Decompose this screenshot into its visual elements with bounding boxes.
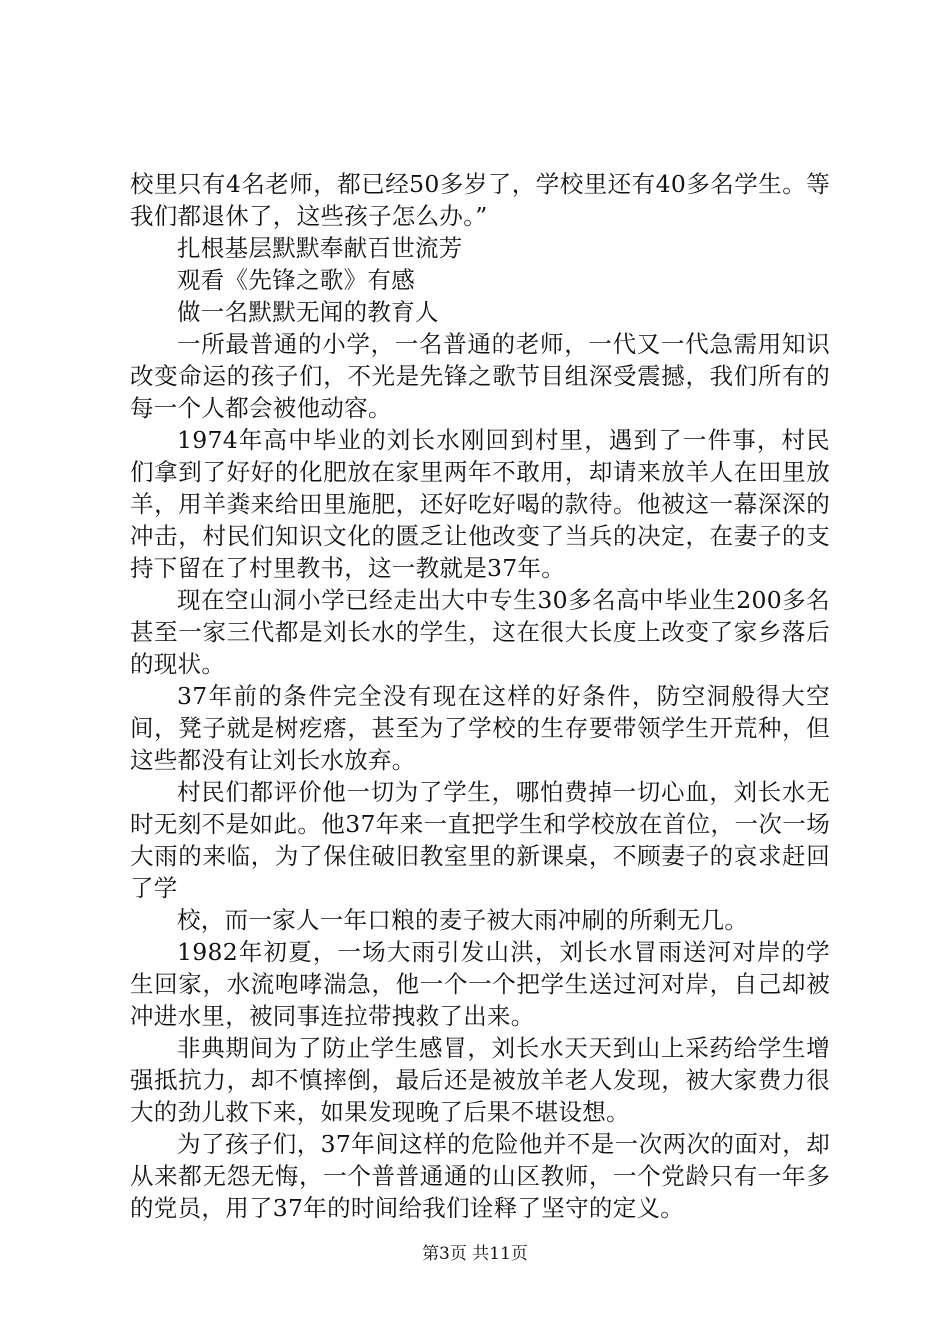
heading-line: 观看《先锋之歌》有感 [177,266,415,294]
heading-line: 做一名默默无闻的教育人 [177,298,439,326]
page-footer [0,1243,950,1265]
paragraph: 现在空山洞小学已经走出大中专生30多名高中毕业生200多名甚至一家三代都是刘长水的学生，这在很大长度上改变了家乡落后的现状。 [130,586,830,678]
paragraph: 校，而一家人一年口粮的麦子被大雨冲刷的所剩无几。 [177,906,749,934]
paragraph-continued: 校里只有4名老师，都已经50多岁了，学校里还有40多名学生。等我们都退休了，这些孩子怎么办。” [130,170,830,230]
paragraph: 1982年初夏，一场大雨引发山洪，刘长水冒雨送河对岸的学生回家，水流咆哮湍急，他一个一个把学生送过河对岸，自己却被冲进水里，被同事连拉带拽救了出来。 [130,938,830,1030]
paragraph: 一所最普通的小学，一名普通的老师，一代又一代急需用知识改变命运的孩子们，不光是先锋之歌节目组深受震撼，我们所有的每一个人都会被他动容。 [130,330,830,422]
heading-line: 扎根基层默默奉献百世流芳 [177,234,463,262]
paragraph: 37年前的条件完全没有现在这样的好条件，防空洞般得大空间，凳子就是树疙瘩，甚至为了学校的生存要带领学生开荒种，但这些都没有让刘长水放弃。 [130,682,830,774]
paragraph: 为了孩子们，37年间这样的危险他并不是一次两次的面对，却从来都无怨无悔，一个普普通通的山区教师，一个党龄只有一年多的党员，用了37年的时间给我们诠释了坚守的定义。 [130,1130,830,1222]
paragraph: 村民们都评价他一切为了学生，哪怕费掉一切心血，刘长水无时无刻不是如此。他37年来一直把学生和学校放在首位，一次一场大雨的来临，为了保住破旧教室里的新课桌，不顾妻子的哀求赶回了学 [130,778,830,902]
paragraph: 1974年高中毕业的刘长水刚回到村里，遇到了一件事，村民们拿到了好好的化肥放在家里两年不敢用，却请来放羊人在田里放羊，用羊粪来给田里施肥，还好吃好喝的款待。他被这一幕深深的冲击，村民们知识文化的匮乏让他改变了当兵的决定，在妻子的支持下留在了村里教书，这一教就是37年。 [130,426,830,582]
paragraph: 非典期间为了防止学生感冒，刘长水天天到山上采药给学生增强抵抗力，却不慎摔倒，最后还是被放羊老人发现，被大家费力很大的劲儿救下来，如果发现晚了后果不堪设想。 [130,1034,830,1126]
page-number: 第3页 共11页 [422,1244,528,1264]
document-body [130,168,830,1224]
